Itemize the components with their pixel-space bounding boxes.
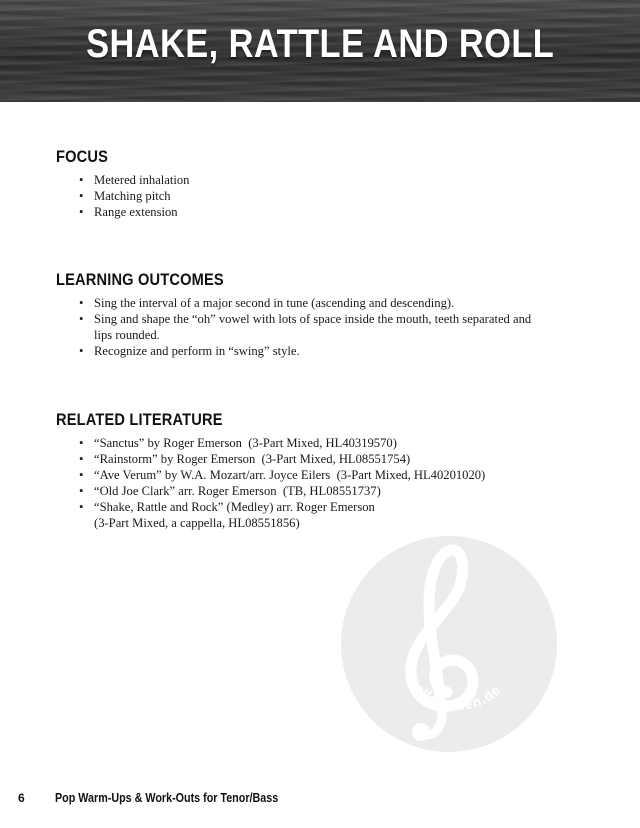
- title-banner: [0, 0, 640, 102]
- list-item: • “Rainstorm” by Roger Emerson (3-Part Mixed, HL08551754): [56, 451, 576, 467]
- list-item: • “Ave Verum” by W.A. Mozart/arr. Joyce Eilers (3-Part Mixed, HL40201020): [56, 467, 576, 483]
- treble-clef-icon: [341, 536, 557, 752]
- outcomes-list: [56, 295, 576, 359]
- list-item: • Range extension: [56, 204, 576, 220]
- svg-text:alle-noten.de: alle-noten.de: [411, 680, 504, 714]
- page-title: SHAKE, RATTLE AND ROLL: [85, 21, 555, 66]
- focus-list: [56, 172, 576, 220]
- focus-heading: FOCUS: [56, 147, 109, 166]
- list-item: • “Sanctus” by Roger Emerson (3-Part Mixed, HL40319570): [56, 435, 576, 451]
- page-number: 6: [18, 791, 25, 805]
- list-item: • Matching pitch: [56, 188, 576, 204]
- learning-outcomes-heading: LEARNING OUTCOMES: [56, 270, 224, 289]
- list-item: • Recognize and perform in “swing” style.: [56, 343, 576, 359]
- list-item: • Sing the interval of a major second in tune (ascending and descending).: [56, 295, 576, 311]
- list-item: • “Shake, Rattle and Rock” (Medley) arr. Roger Emerson (3-Part Mixed, a cappella, HL08551856): [56, 499, 576, 531]
- list-item: • Metered inhalation: [56, 172, 576, 188]
- watermark: [341, 536, 557, 752]
- list-item: • Sing and shape the “oh” vowel with lots of space inside the mouth, teeth separated and lips rounded.: [56, 311, 576, 343]
- list-item: • “Old Joe Clark” arr. Roger Emerson (TB, HL08551737): [56, 483, 576, 499]
- learning-outcomes-section: [56, 270, 576, 359]
- literature-list: [56, 435, 576, 531]
- focus-section: [56, 147, 576, 220]
- related-literature-heading: RELATED LITERATURE: [56, 410, 223, 429]
- page-footer: [18, 791, 618, 807]
- book-title: Pop Warm-Ups & Work-Outs for Tenor/Bass: [55, 791, 279, 805]
- related-literature-section: [56, 410, 576, 531]
